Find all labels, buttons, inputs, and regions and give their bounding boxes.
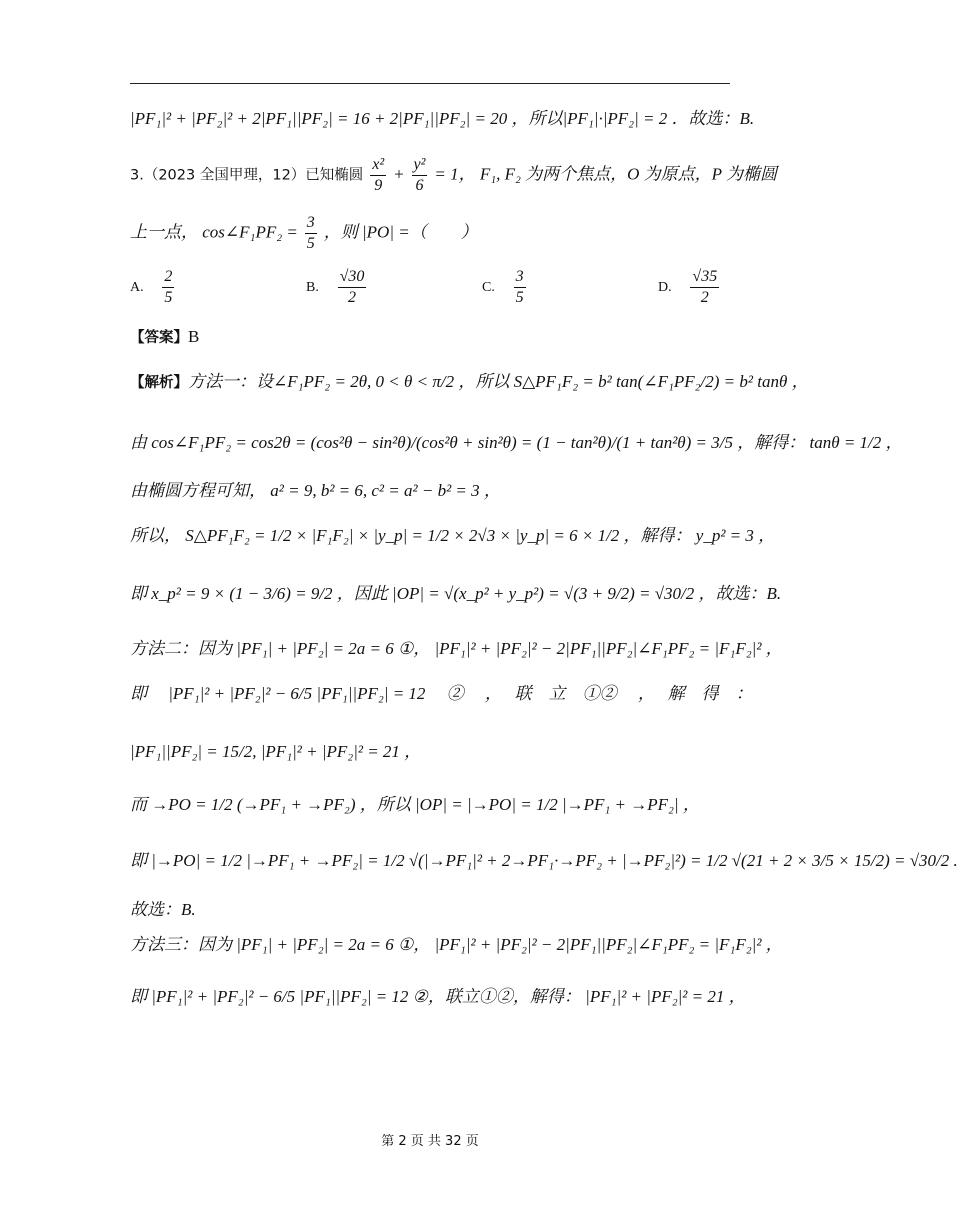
problem-statement-line-2 bbox=[130, 214, 730, 253]
problem-statement-line-1: 3.（2023 全国甲理，12）已知椭圆 $\frac{\text{x²}}{9}$ + $\frac{\text{y²}}{6}$ = 1， F₁, F₂ 为两个焦点，O 为原点，P 为椭圆 bbox=[130, 156, 778, 194]
option-label: C. bbox=[482, 279, 495, 295]
solution-line-3: 由椭圆方程可知， a² = 9, b² = 6, c² = a² − b² = 3 ， bbox=[130, 481, 501, 500]
page-footer: 第 2 页 共 32 页 bbox=[381, 1134, 479, 1149]
option-c bbox=[482, 268, 528, 307]
fraction-denominator: 5 bbox=[515, 289, 524, 306]
fraction-numerator: √30 bbox=[338, 268, 367, 288]
fraction-numerator: 3 bbox=[305, 214, 317, 234]
solution-line-6: 方法二：因为 |PF₁| + |PF₂| = 2a = 6 ①， |PF₁|² + |PF₂|² − 2|PF₁||PF₂|∠F₁PF₂ = |F₁F₂|² ， bbox=[130, 639, 783, 658]
fraction-denominator: 2 bbox=[348, 289, 357, 306]
option-label: B. bbox=[306, 279, 319, 295]
solution-line-11: 故选：B. bbox=[130, 900, 196, 919]
fraction-denominator: 5 bbox=[164, 289, 173, 306]
header-rule bbox=[130, 83, 730, 84]
problem-suffix: = 1， F₁, F₂ 为两个焦点，O 为原点，P 为椭圆 bbox=[434, 164, 778, 184]
problem-question: ，则 |PO| =（ ） bbox=[323, 222, 478, 242]
answer-line bbox=[130, 326, 730, 349]
fraction-denominator: 6 bbox=[415, 177, 424, 194]
ellipse-y-fraction bbox=[412, 156, 428, 195]
ellipse-x-fraction bbox=[370, 156, 386, 195]
option-b bbox=[306, 268, 368, 307]
solution-line-4: 所以， S△PF₁F₂ = 1/2 × |F₁F₂| × |y_p| = 1/2 × 2√3 × |y_p| = 6 × 1/2 ，解得： y_p² = 3 ， bbox=[130, 526, 776, 545]
answer-tag: 【答案】 bbox=[130, 330, 188, 346]
solution-line-7: 即 |PF₁|² + |PF₂|² − 6/5 |PF₁||PF₂| = 12 ② ， 联 立 ①② ， 解 得 ： bbox=[130, 684, 753, 703]
fraction-denominator: 2 bbox=[700, 289, 709, 306]
solution-line-1 bbox=[130, 371, 809, 394]
previous-solution-line: |PF₁|² + |PF₂|² + 2|PF₁||PF₂| = 16 + 2|PF₁||PF₂| = 20 ，所以|PF₁|·|PF₂| = 2 ．故选：B. bbox=[130, 109, 755, 128]
solution-line-2: 由 cos∠F₁PF₂ = cos2θ = (cos²θ − sin²θ)/(cos²θ + sin²θ) = (1 − tan²θ)/(1 + tan²θ) = 3/5 ，解得： tanθ = 1/2 ， bbox=[130, 433, 903, 452]
solution-text: 方法一：设∠F₁PF₂ = 2θ, 0 < θ < π/2 ，所以 S△PF₁F₂ = b² tan(∠F₁PF₂/2) = b² tanθ ， bbox=[188, 372, 809, 391]
solution-line-9: 而 →PO = 1/2 (→PF₁ + →PF₂) ，所以 |OP| = |→PO| = 1/2 |→PF₁ + →PF₂| ， bbox=[130, 795, 700, 814]
solution-line-10: 即 |→PO| = 1/2 |→PF₁ + →PF₂| = 1/2 √(|→PF₁|² + 2→PF₁·→PF₂ + |→PF₂|²) = 1/2 √(21 + 2 × 3/5 × 15/2) = √30/2 . bbox=[130, 851, 958, 870]
fraction-numerator: x² bbox=[370, 156, 386, 176]
solution-line-5: 即 x_p² = 9 × (1 − 3/6) = 9/2 ，因此 |OP| = √(x_p² + y_p²) = √(3 + 9/2) = √30/2 ，故选：B. bbox=[130, 584, 782, 603]
option-label: A. bbox=[130, 279, 144, 295]
solution-line-8: |PF₁||PF₂| = 15/2, |PF₁|² + |PF₂|² = 21 ， bbox=[130, 742, 422, 761]
cos-fraction bbox=[305, 214, 317, 253]
solution-line-13: 即 |PF₁|² + |PF₂|² − 6/5 |PF₁||PF₂| = 12 ②，联立①②，解得： |PF₁|² + |PF₂|² = 21 ， bbox=[130, 987, 746, 1006]
option-a bbox=[130, 268, 176, 307]
fraction-numerator: √35 bbox=[690, 268, 719, 288]
fraction-denominator: 9 bbox=[374, 177, 383, 194]
fraction-numerator: y² bbox=[412, 156, 428, 176]
option-label: D. bbox=[658, 279, 672, 295]
answer-value: B bbox=[188, 327, 200, 346]
fraction-numerator: 2 bbox=[162, 268, 174, 288]
solution-line-12: 方法三：因为 |PF₁| + |PF₂| = 2a = 6 ①， |PF₁|² + |PF₂|² − 2|PF₁||PF₂|∠F₁PF₂ = |F₁F₂|² ， bbox=[130, 935, 783, 954]
solution-tag: 【解析】 bbox=[130, 375, 188, 391]
fraction-numerator: 3 bbox=[514, 268, 526, 288]
option-d bbox=[658, 268, 721, 307]
fraction-denominator: 5 bbox=[306, 235, 315, 252]
problem-prefix: 3.（2023 全国甲理，12）已知椭圆 bbox=[130, 167, 364, 184]
problem-cos-prefix: 上一点， cos∠F₁PF₂ = bbox=[130, 222, 298, 242]
